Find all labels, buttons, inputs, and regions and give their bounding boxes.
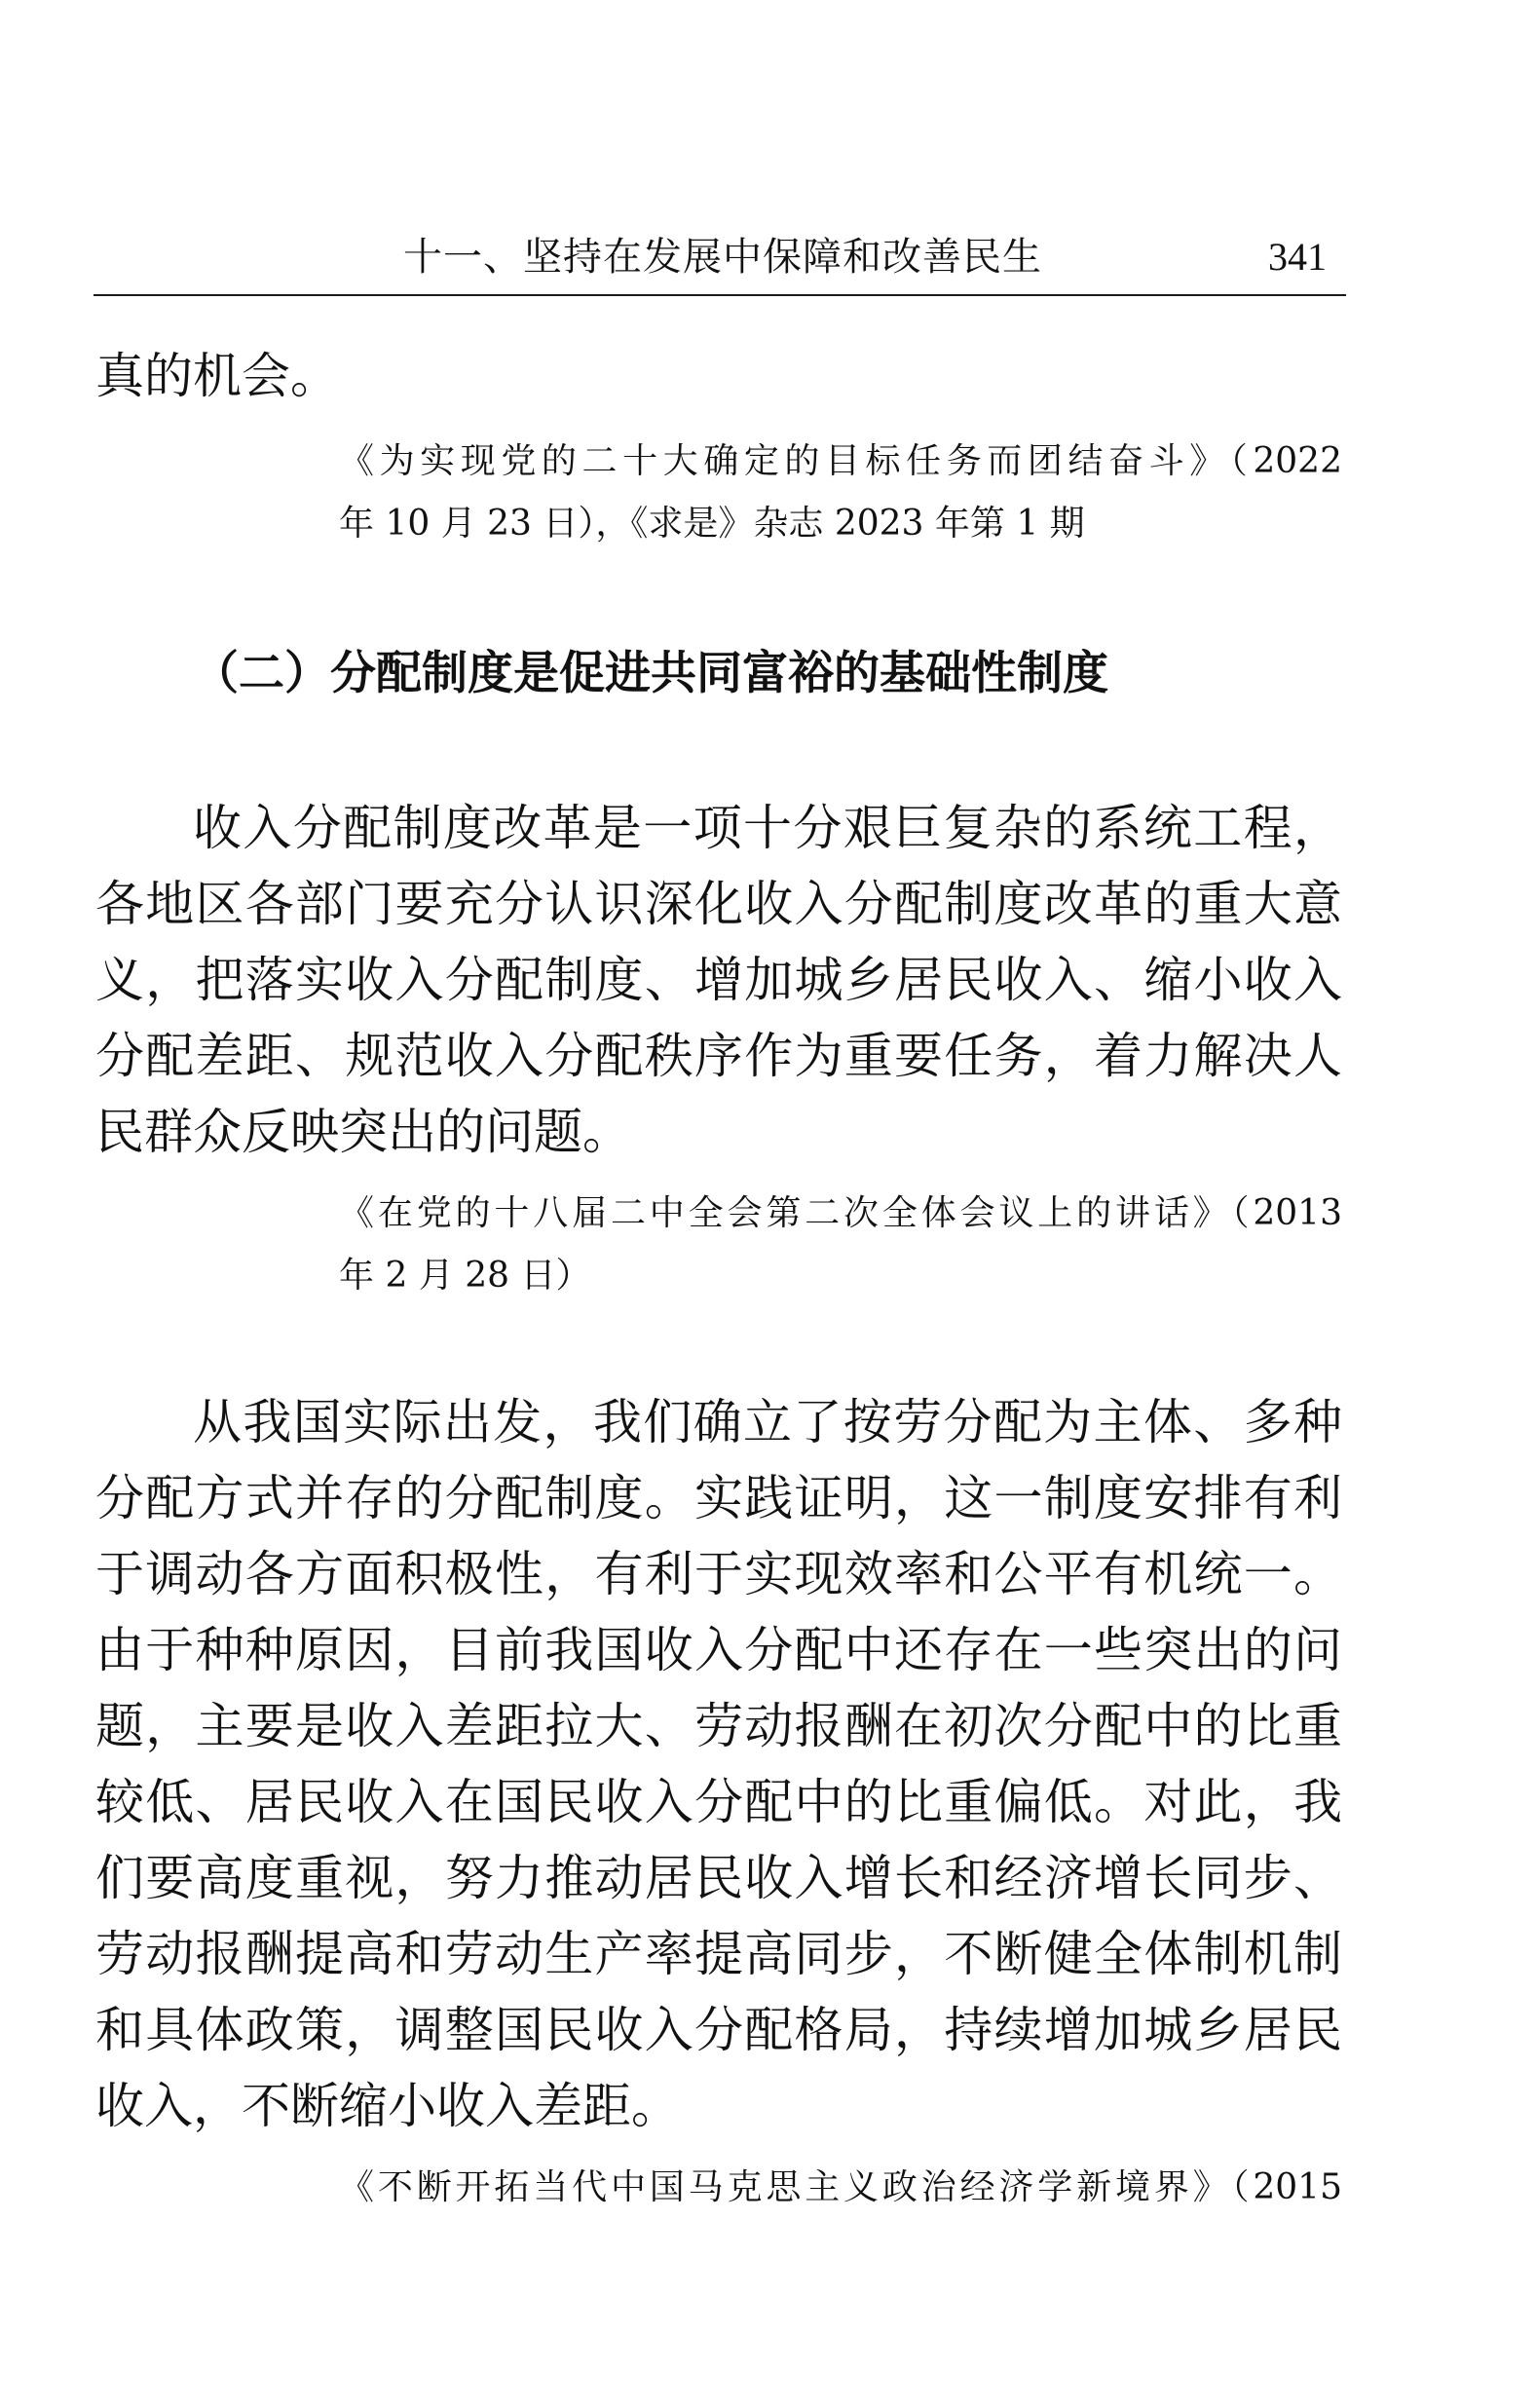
chapter-title: 十一、坚持在发展中保障和改善民生 [403,235,1042,280]
header-divider [94,294,1346,296]
paragraph-line: 于调动各方面积极性，有利于实现效率和公平有机统一。 [95,1546,1342,1602]
paragraph-line: 和具体政策，调整国民收入分配格局，持续增加城乡居民 [95,2002,1342,2058]
paragraph-line: 民群众反映突出的问题。 [95,1104,631,1160]
source-citation-line: 年 2 月 28 日） [339,1256,591,1296]
paragraph-line: 分配方式并存的分配制度。实践证明，这一制度安排有利 [95,1470,1342,1526]
source-citation-line: 《不断开拓当代中国马克思主义政治经济学新境界》（2015 [339,2167,1342,2207]
paragraph-line: 劳动报酬提高和劳动生产率提高同步，不断健全体制机制 [95,1926,1342,1982]
running-header [94,230,1346,288]
page-number: 341 [1268,235,1327,279]
section-heading: （二）分配制度是促进共同富裕的基础性制度 [193,647,1108,700]
paragraph-line: 从我国实际出发，我们确立了按劳分配为主体、多种 [193,1394,1342,1450]
paragraph-line: 各地区各部门要充分认识深化收入分配制度改革的重大意 [95,876,1342,932]
source-citation-line: 年 10 月 23 日），《求是》杂志 2023 年第 1 期 [339,504,1085,544]
continuation-line: 真的机会。 [95,348,339,404]
paragraph-line: 收入分配制度改革是一项十分艰巨复杂的系统工程， [193,800,1342,856]
paragraph-line: 由于种种原因，目前我国收入分配中还存在一些突出的问 [95,1622,1342,1678]
paragraph-line: 们要高度重视，努力推动居民收入增长和经济增长同步、 [95,1850,1342,1906]
paragraph-line: 义，把落实收入分配制度、增加城乡居民收入、缩小收入 [95,952,1342,1008]
paragraph-line: 题，主要是收入差距拉大、劳动报酬在初次分配中的比重 [95,1698,1342,1754]
paragraph-line: 较低、居民收入在国民收入分配中的比重偏低。对此，我 [95,1774,1342,1830]
source-citation-line: 《为实现党的二十大确定的目标任务而团结奋斗》（2022 [339,441,1342,481]
paragraph-line: 收入，不断缩小收入差距。 [95,2078,680,2134]
source-citation-line: 《在党的十八届二中全会第二次全体会议上的讲话》（2013 [339,1193,1342,1233]
paragraph-line: 分配差距、规范收入分配秩序作为重要任务，着力解决人 [95,1028,1342,1084]
